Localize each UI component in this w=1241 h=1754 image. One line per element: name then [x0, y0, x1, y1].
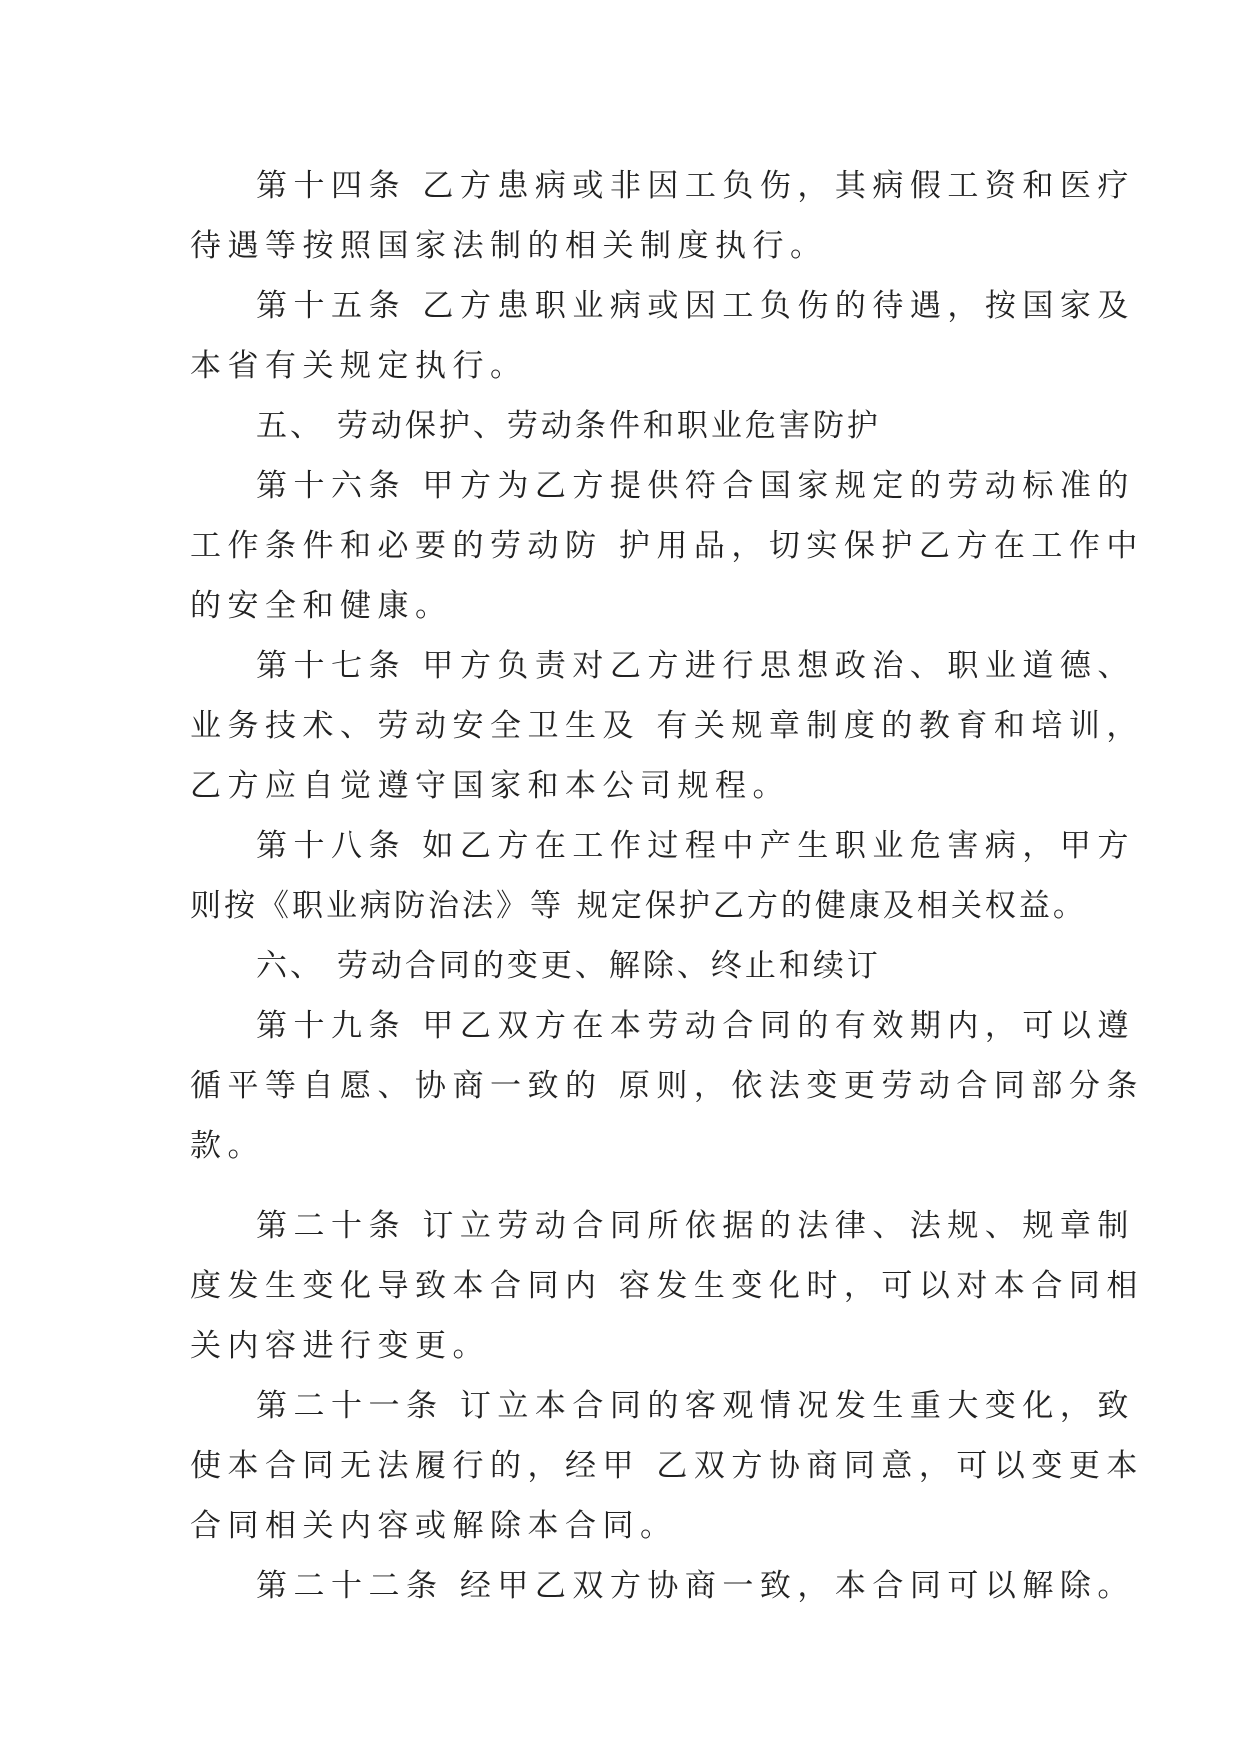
section-5-heading-text: 五、 劳动保护、劳动条件和职业危害防护 — [256, 408, 881, 444]
article-18-line-2: 则按《职业病防治法》等 规定保护乙方的健康及相关权益。 — [190, 888, 1087, 924]
article-21 — [190, 1376, 1144, 1556]
article-22-line-1: 第二十二条 经甲乙双方协商一致，本合同可以解除。 — [256, 1568, 1135, 1604]
article-15-line-2: 本省有关规定执行。 — [190, 348, 528, 384]
article-16-line-1: 第十六条 甲方为乙方提供符合国家规定的劳动标准的 — [256, 468, 1135, 504]
article-19-line-1: 第十九条 甲乙双方在本劳动合同的有效期内，可以遵 — [256, 1008, 1135, 1044]
article-15 — [190, 276, 1135, 396]
article-15-line-1: 第十五条 乙方患职业病或因工负伤的待遇，按国家及 — [256, 288, 1135, 324]
article-19-line-3: 款。 — [190, 1128, 265, 1164]
article-20-line-2: 度发生变化导致本合同内 容发生变化时，可以对本合同相 — [190, 1268, 1144, 1304]
article-18-line-1: 第十八条 如乙方在工作过程中产生职业危害病，甲方 — [256, 828, 1135, 864]
article-19-line-2: 循平等自愿、协商一致的 原则，依法变更劳动合同部分条 — [190, 1068, 1144, 1104]
section-6-heading — [190, 936, 1060, 996]
document-body — [190, 156, 1144, 1616]
section-5-heading — [190, 396, 1060, 456]
article-16 — [190, 456, 1144, 636]
article-17-line-1: 第十七条 甲方负责对乙方进行思想政治、职业道德、 — [256, 648, 1135, 684]
article-14-line-2: 待遇等按照国家法制的相关制度执行。 — [190, 228, 828, 264]
article-17-line-2: 业务技术、劳动安全卫生及 有关规章制度的教育和培训， — [190, 708, 1144, 744]
article-16-line-2: 工作条件和必要的劳动防 护用品，切实保护乙方在工作中 — [190, 528, 1144, 564]
paragraph-gap — [190, 1176, 1060, 1196]
article-22 — [190, 1556, 1135, 1616]
article-17-line-3: 乙方应自觉遵守国家和本公司规程。 — [190, 768, 790, 804]
article-17 — [190, 636, 1144, 816]
article-21-line-3: 合同相关内容或解除本合同。 — [190, 1508, 678, 1544]
article-16-line-3: 的安全和健康。 — [190, 588, 453, 624]
article-14 — [190, 156, 1135, 276]
article-21-line-2: 使本合同无法履行的，经甲 乙双方协商同意，可以变更本 — [190, 1448, 1144, 1484]
article-20-line-1: 第二十条 订立劳动合同所依据的法律、法规、规章制 — [256, 1208, 1135, 1244]
article-18 — [190, 816, 1135, 936]
section-6-heading-text: 六、 劳动合同的变更、解除、终止和续订 — [256, 948, 881, 984]
article-20-line-3: 关内容进行变更。 — [190, 1328, 490, 1364]
article-19 — [190, 996, 1144, 1176]
article-14-line-1: 第十四条 乙方患病或非因工负伤，其病假工资和医疗 — [256, 168, 1135, 204]
article-20 — [190, 1196, 1144, 1376]
article-21-line-1: 第二十一条 订立本合同的客观情况发生重大变化，致 — [256, 1388, 1135, 1424]
